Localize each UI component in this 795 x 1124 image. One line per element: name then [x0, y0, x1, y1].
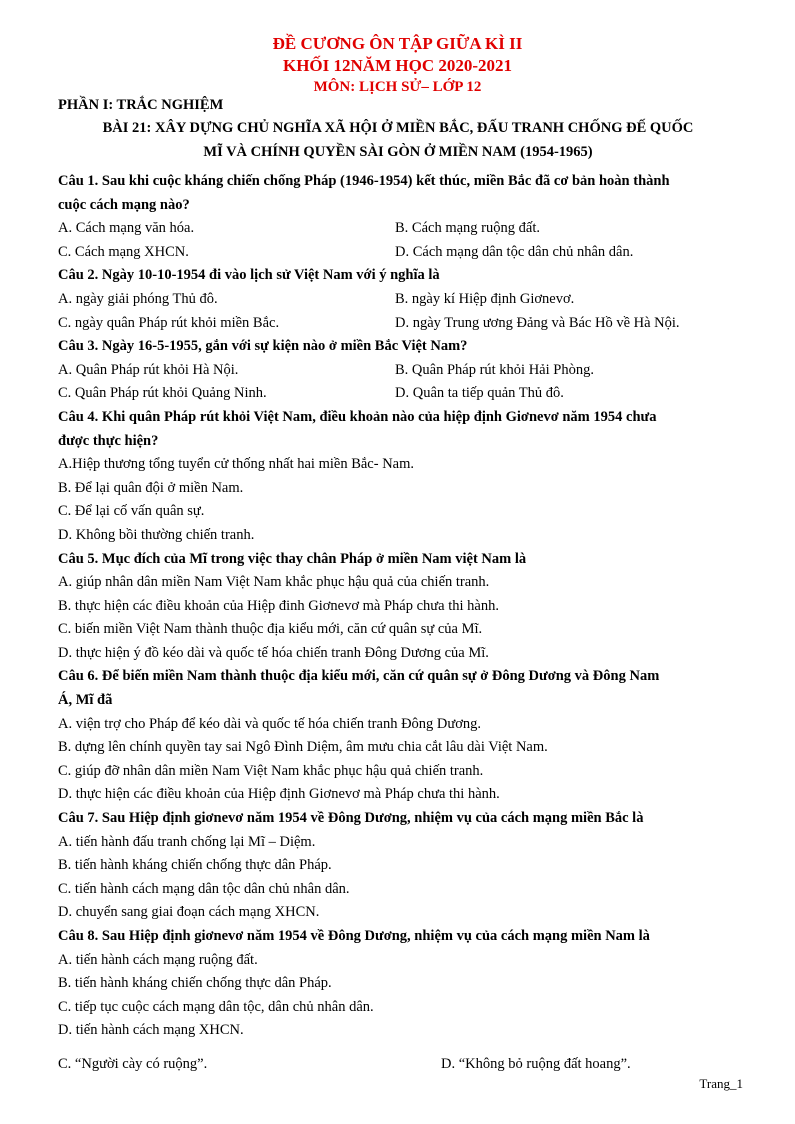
- extra-option-d: D. “Không bỏ ruộng đất hoang”.: [441, 1056, 631, 1072]
- answer-option: C. Để lại cố vấn quân sự.: [58, 503, 205, 520]
- answer-option: B. tiến hành kháng chiến chống thực dân Pháp.: [58, 857, 332, 874]
- grade-year: KHỐI 12NĂM HỌC 2020-2021: [282, 56, 513, 75]
- question-text: Câu 3. Ngày 16-5-1955, gắn với sự kiện nào ở miền Bắc Việt Nam?: [58, 338, 468, 355]
- question-list: [58, 170, 748, 1043]
- page-number: Trang_1: [699, 1076, 743, 1091]
- answer-option: B. dựng lên chính quyền tay sai Ngô Đình Diệm, âm mưu chia cắt lâu dài Việt Nam.: [58, 739, 548, 756]
- question-text: Câu 7. Sau Hiệp định giơnevơ năm 1954 về Đông Dương, nhiệm vụ của cách mạng miền Bắc là: [58, 810, 644, 827]
- answer-option: D. tiến hành cách mạng XHCN.: [58, 1022, 244, 1039]
- answer-option: B. ngày kí Hiệp định Giơnevơ.: [395, 290, 575, 307]
- answer-option: B. Cách mạng ruộng đất.: [395, 220, 540, 237]
- answer-option: D. thực hiện các điều khoản của Hiệp định Giơnevơ mà Pháp chưa thi hành.: [58, 786, 500, 803]
- answer-option: C. tiến hành cách mạng dân tộc dân chủ nhân dân.: [58, 880, 350, 897]
- answer-option: A. tiến hành đấu tranh chống lại Mĩ – Diệm.: [58, 833, 316, 850]
- answer-option: C. Quân Pháp rút khỏi Quảng Ninh.: [58, 385, 267, 402]
- question-text: Câu 1. Sau khi cuộc kháng chiến chống Pháp (1946-1954) kết thúc, miền Bắc đã cơ bản hoàn thành: [58, 173, 670, 189]
- question-text: Câu 6. Để biến miền Nam thành thuộc địa kiểu mới, căn cứ quân sự ở Đông Dương và Đông Nam: [58, 668, 660, 685]
- question-block: [58, 406, 748, 548]
- question-text: cuộc cách mạng nào?: [58, 196, 190, 213]
- option-row: [58, 241, 748, 265]
- subject-line: MÔN: LỊCH SỬ– LỚP 12: [313, 79, 482, 95]
- question-block: [58, 170, 748, 264]
- answer-option: D. chuyển sang giai đoạn cách mạng XHCN.: [58, 904, 320, 921]
- answer-option: A. viện trợ cho Pháp để kéo dài và quốc tế hóa chiến tranh Đông Dương.: [58, 715, 482, 732]
- question-block: [58, 335, 748, 406]
- option-row: [58, 288, 748, 312]
- question-text: Câu 4. Khi quân Pháp rút khỏi Việt Nam, điều khoản nào của hiệp định Giơnevơ năm 1954 chưa: [58, 408, 657, 425]
- lesson-title-line-1: BÀI 21: XÂY DỰNG CHỦ NGHĨA XÃ HỘI Ở MIỀN BẮC, ĐẤU TRANH CHỐNG ĐẾ QUỐC: [102, 120, 694, 136]
- answer-option: D. ngày Trung ương Đảng và Bác Hồ về Hà Nội.: [395, 314, 680, 331]
- option-row: [58, 359, 748, 383]
- answer-option: A. Cách mạng văn hóa.: [58, 220, 195, 237]
- question-text: được thực hiện?: [58, 432, 159, 449]
- answer-option: D. Quân ta tiếp quản Thủ đô.: [395, 385, 564, 402]
- answer-option: A.Hiệp thương tổng tuyển cử thống nhất hai miền Bắc- Nam.: [58, 456, 415, 473]
- answer-option: D. thực hiện ý đồ kéo dài và quốc tế hóa chiến tranh Đông Dương của Mĩ.: [58, 644, 489, 661]
- option-row: [58, 312, 748, 336]
- question-text: Câu 2. Ngày 10-10-1954 đi vào lịch sử Việt Nam với ý nghĩa là: [58, 267, 440, 284]
- answer-option: C. Cách mạng XHCN.: [58, 243, 189, 260]
- question-block: [58, 807, 748, 925]
- question-block: [58, 925, 748, 1043]
- answer-option: D. Cách mạng dân tộc dân chủ nhân dân.: [395, 243, 634, 260]
- option-row: [58, 382, 748, 406]
- question-text: Câu 5. Mục đích của Mĩ trong việc thay chân Pháp ở miền Nam việt Nam là: [58, 550, 527, 567]
- answer-option: A. Quân Pháp rút khỏi Hà Nội.: [58, 361, 239, 378]
- answer-option: B. thực hiện các điều khoản của Hiệp đinh Giơnevơ mà Pháp chưa thi hành.: [58, 597, 499, 614]
- answer-option: B. Quân Pháp rút khỏi Hải Phòng.: [395, 361, 594, 378]
- question-block: [58, 665, 748, 807]
- question-block: [58, 264, 748, 335]
- extra-option-c: C. “Người cày có ruộng”.: [58, 1056, 208, 1072]
- part-heading: PHẦN I: TRẮC NGHIỆM: [58, 97, 224, 113]
- option-row: [58, 217, 748, 241]
- answer-option: A. giúp nhân dân miền Nam Việt Nam khắc phục hậu quả của chiến tranh.: [58, 574, 490, 591]
- answer-option: C. tiếp tục cuộc cách mạng dân tộc, dân chủ nhân dân.: [58, 998, 374, 1015]
- lesson-title-line-2: MĨ VÀ CHÍNH QUYỀN SÀI GÒN Ở MIỀN NAM (1954-1965): [203, 144, 593, 160]
- question-text: Á, Mĩ đã: [58, 692, 113, 709]
- question-text: Câu 8. Sau Hiệp định giơnevơ năm 1954 về Đông Dương, nhiệm vụ của cách mạng miền Nam là: [58, 928, 650, 944]
- answer-option: B. Để lại quân đội ở miền Nam.: [58, 479, 244, 496]
- question-block: [58, 548, 748, 666]
- answer-option: B. tiến hành kháng chiến chống thực dân Pháp.: [58, 975, 332, 992]
- answer-option: D. Không bồi thường chiến tranh.: [58, 526, 255, 543]
- answer-option: C. ngày quân Pháp rút khỏi miền Bắc.: [58, 314, 280, 331]
- answer-option: A. tiến hành cách mạng ruộng đất.: [58, 951, 258, 968]
- answer-option: C. biến miền Việt Nam thành thuộc địa kiểu mới, căn cứ quân sự của Mĩ.: [58, 621, 483, 638]
- answer-option: C. giúp đỡ nhân dân miền Nam Việt Nam khắc phục hậu quả chiến tranh.: [58, 762, 484, 779]
- answer-option: A. ngày giải phóng Thủ đô.: [58, 290, 218, 307]
- document-title: ĐỀ CƯƠNG ÔN TẬP GIỮA KÌ II: [272, 34, 523, 53]
